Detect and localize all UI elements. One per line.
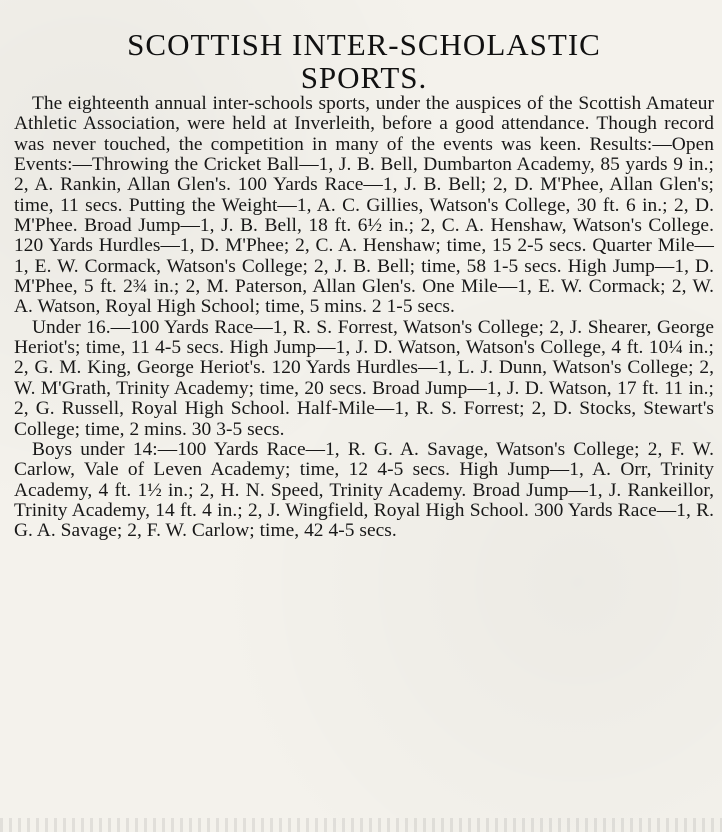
article-body: [14, 94, 714, 542]
paragraph-open-events: The eighteenth annual inter-schools sports, under the auspices of the Scottish Amateur Athletic Association, were held at Inverleith, before a good attendance. Though record was never touched, the competition in many of the events was keen. Results:—Open Events:—Throwing the Cricket Ball—1, J. B. Bell, Dumbarton Academy, 85 yards 9 in.; 2, A. Rankin, Allan Glen's. 100 Yards Race—1, J. B. Bell; 2, D. M'Phee, Allan Glen's; time, 11 secs. Putting the Weight—1, A. C. Gillies, Watson's College, 30 ft. 6 in.; 2, D. M'Phee. Broad Jump—1, J. B. Bell, 18 ft. 6½ in.; 2, C. A. Henshaw, Watson's College. 120 Yards Hurdles—1, D. M'Phee; 2, C. A. Henshaw; time, 15 2-5 secs. Quarter Mile—1, E. W. Cormack, Watson's College; 2, J. B. Bell; time, 58 1-5 secs. High Jump—1, D. M'Phee, 5 ft. 2¾ in.; 2, M. Paterson, Allan Glen's. One Mile—1, E. W. Cormack; 2, W. A. Watson, Royal High School; time, 5 mins. 2 1-5 secs.: [14, 93, 714, 318]
article-title-line-1: SCOTTISH INTER-SCHOLASTIC: [127, 27, 601, 62]
paragraph-under-14: Boys under 14:—100 Yards Race—1, R. G. A. Savage, Watson's College; 2, F. W. Carlow, Vale of Leven Academy; time, 12 4-5 secs. High Jump—1, A. Orr, Trinity Academy, 4 ft. 1½ in.; 2, H. N. Speed, Trinity Academy. Broad Jump—1, J. Rankeillor, Trinity Academy, 14 ft. 4 in.; 2, J. Wingfield, Royal High School. 300 Yards Race—1, R. G. A. Savage; 2, F. W. Carlow; time, 42 4-5 secs.: [14, 438, 714, 542]
torn-bottom-edge: [0, 818, 722, 832]
paragraph-under-16: Under 16.—100 Yards Race—1, R. S. Forrest, Watson's College; 2, J. Shearer, George Heriot's; time, 11 4-5 secs. High Jump—1, J. D. Watson, Watson's College, 4 ft. 10¼ in.; 2, G. M. King, George Heriot's. 120 Yards Hurdles—1, L. J. Dunn, Watson's College; 2, W. M'Grath, Trinity Academy; time, 20 secs. Broad Jump—1, J. D. Watson, 17 ft. 11 in.; 2, G. Russell, Royal High School. Half-Mile—1, R. S. Forrest; 2, D. Stocks, Stewart's College; time, 2 mins. 30 3-5 secs.: [14, 316, 714, 440]
article-title: [14, 28, 714, 94]
article-title-line-2: SPORTS.: [300, 60, 428, 95]
